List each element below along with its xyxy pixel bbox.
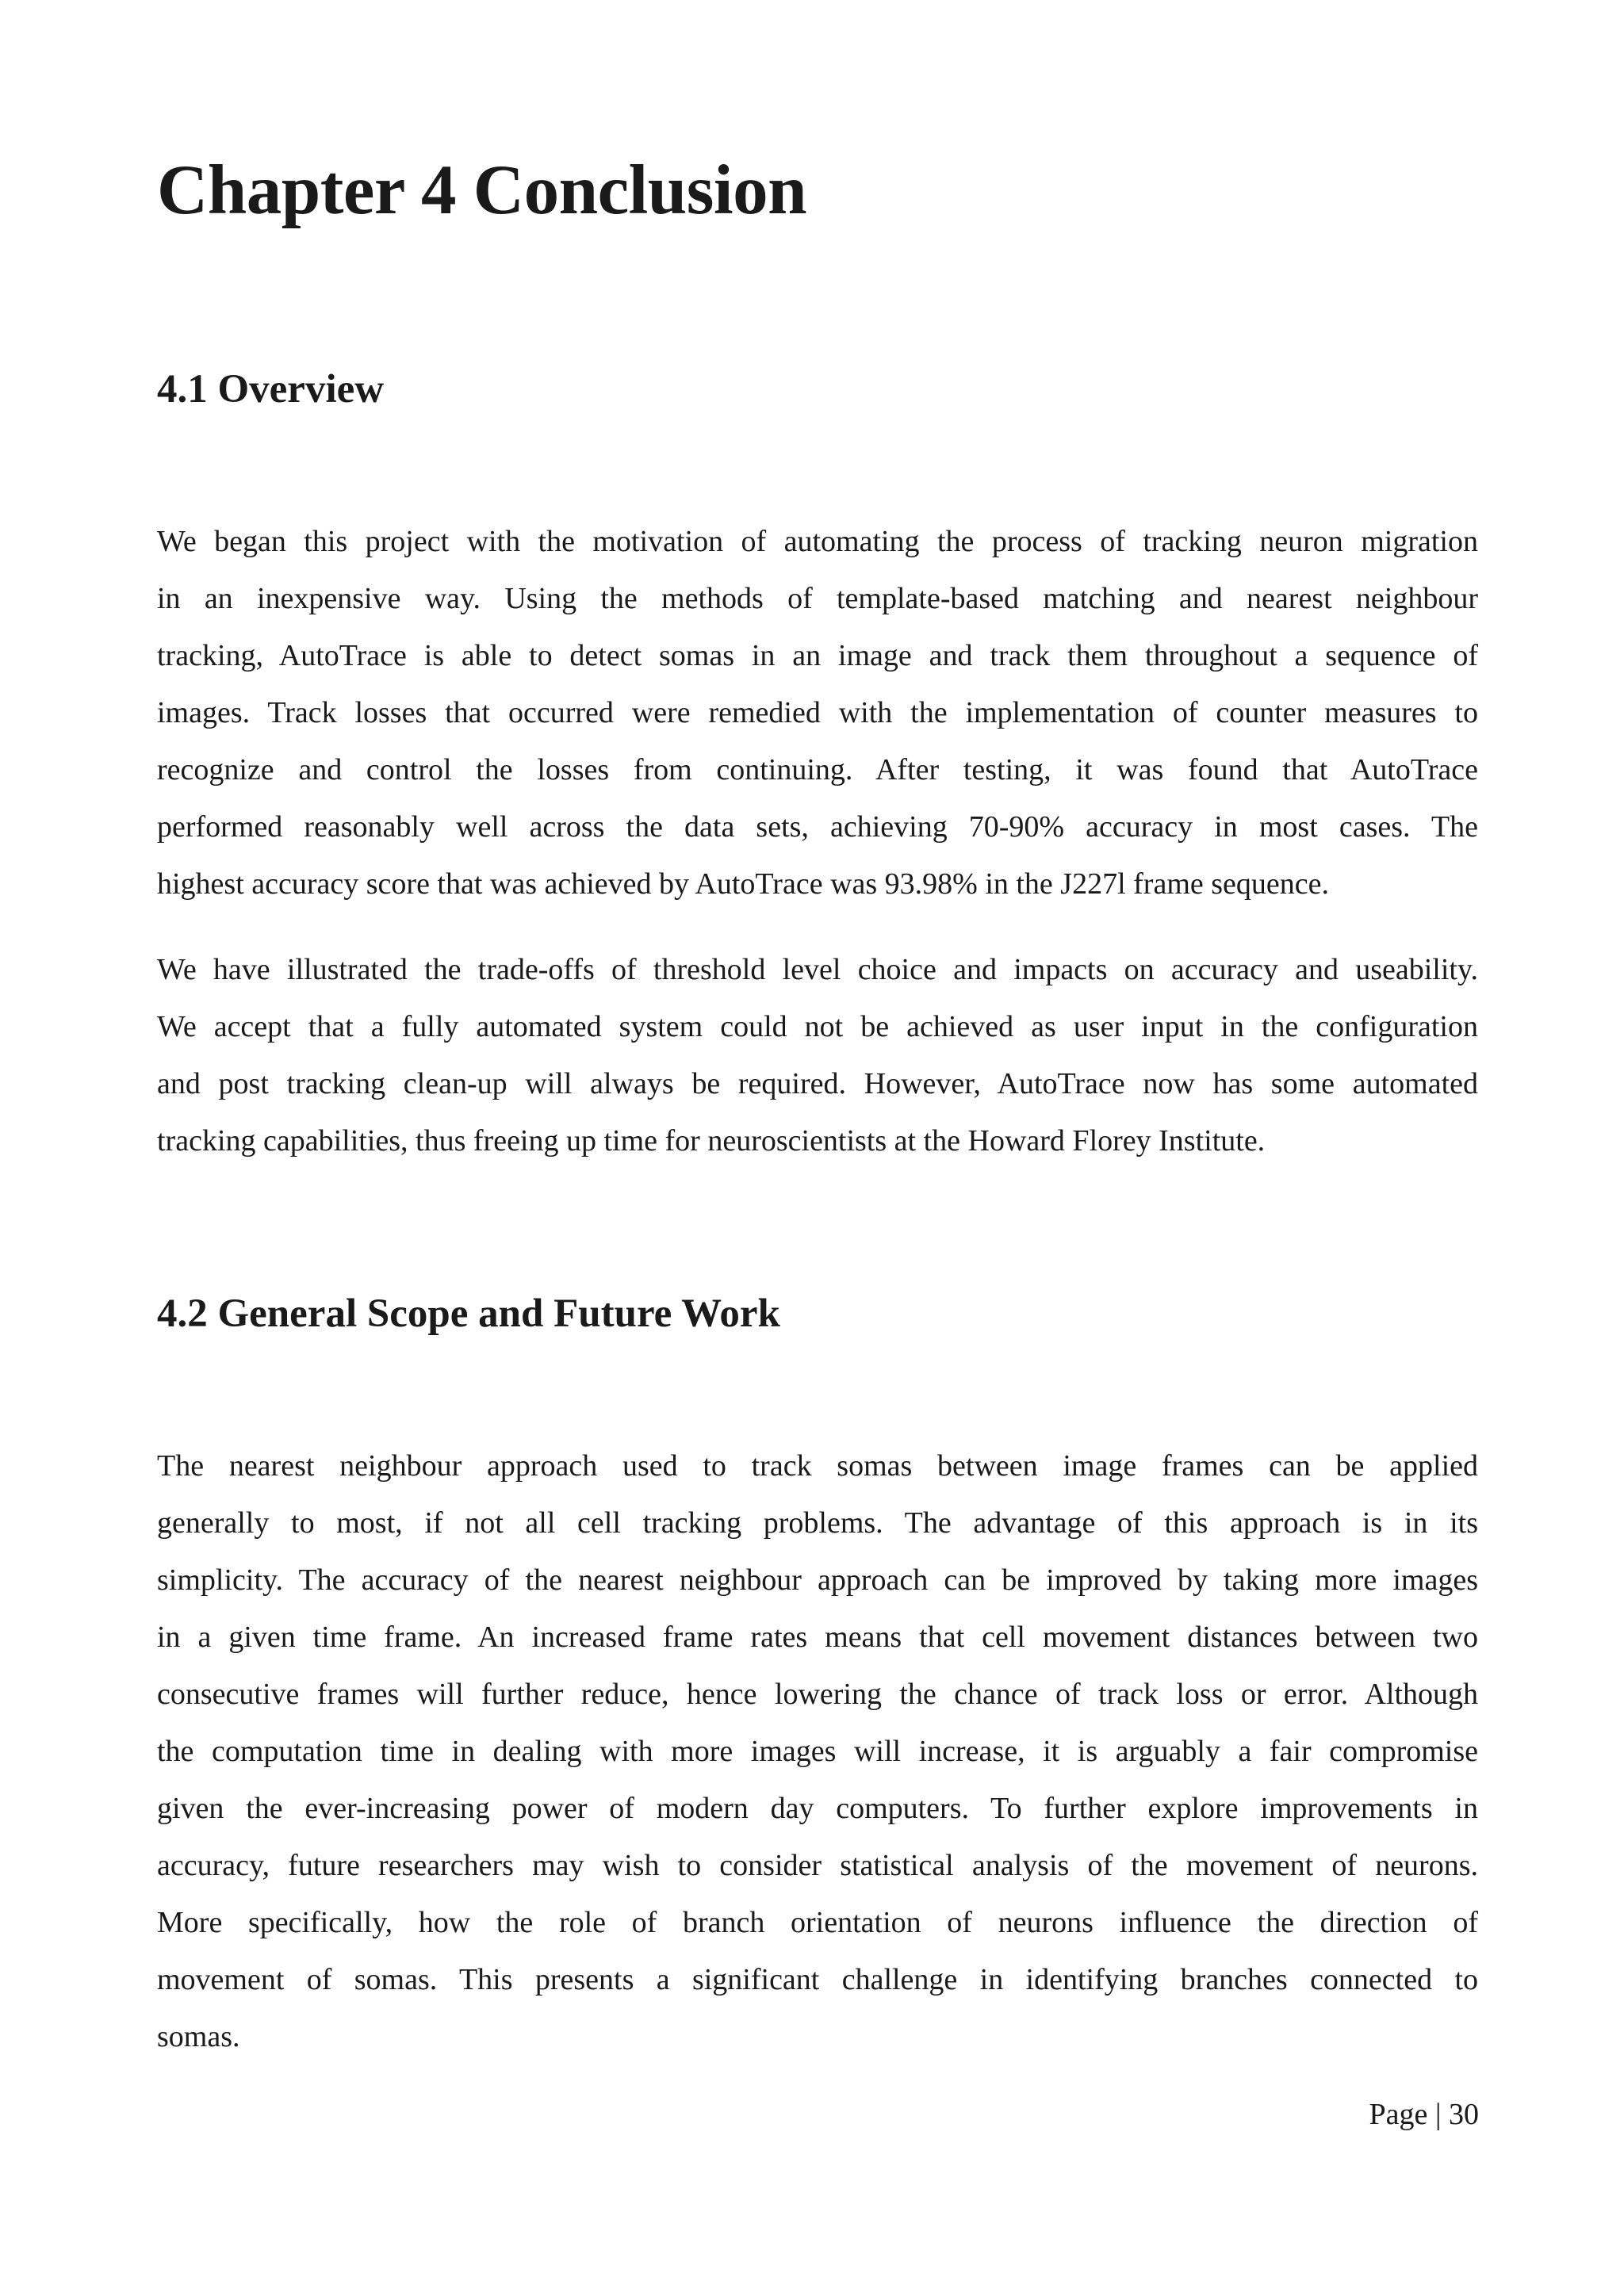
- section-heading-scope: 4.2 General Scope and Future Work: [157, 1292, 780, 1336]
- paragraph-line: tracking capabilities, thus freeing up time for neuroscientists at the Howard Florey Institute.: [157, 1124, 1266, 1158]
- paragraph-line: somas.: [157, 2020, 240, 2053]
- paragraph-line: the computation time in dealing with more images will increase, it is arguably a fair compromise: [157, 1735, 1478, 1768]
- paragraph-line: We began this project with the motivation of automating the process of tracking neuron migration: [157, 525, 1478, 558]
- paragraph-line: accuracy, future researchers may wish to consider statistical analysis of the movement of neurons.: [157, 1849, 1478, 1882]
- overview-paragraph-2: [157, 941, 1478, 1169]
- chapter-title: Chapter 4 Conclusion: [157, 151, 807, 229]
- paragraph-line: consecutive frames will further reduce, hence lowering the chance of track loss or error. Although: [157, 1678, 1478, 1711]
- paragraph-line: highest accuracy score that was achieved by AutoTrace was 93.98% in the J227l frame sequence.: [157, 867, 1329, 901]
- page-number: Page | 30: [1369, 2098, 1479, 2131]
- paragraph-line: and post tracking clean-up will always be required. However, AutoTrace now has some automated: [157, 1067, 1478, 1100]
- paragraph-line: We accept that a fully automated system could not be achieved as user input in the configuration: [157, 1010, 1478, 1043]
- paragraph-line: performed reasonably well across the data sets, achieving 70-90% accuracy in most cases. The: [157, 810, 1478, 844]
- paragraph-line: simplicity. The accuracy of the nearest neighbour approach can be improved by taking more images: [157, 1563, 1478, 1597]
- paragraph-line: tracking, AutoTrace is able to detect somas in an image and track them throughout a sequence of: [157, 639, 1478, 672]
- paragraph-line: We have illustrated the trade-offs of threshold level choice and impacts on accuracy and useability.: [157, 953, 1478, 986]
- section-heading-overview: 4.1 Overview: [157, 367, 385, 411]
- overview-paragraph-1: [157, 513, 1478, 913]
- paragraph-line: given the ever-increasing power of modern day computers. To further explore improvements in: [157, 1792, 1478, 1825]
- paragraph-line: in a given time frame. An increased frame rates means that cell movement distances between two: [157, 1621, 1478, 1654]
- paragraph-line: movement of somas. This presents a significant challenge in identifying branches connected to: [157, 1963, 1478, 1996]
- paragraph-line: The nearest neighbour approach used to track somas between image frames can be applied: [157, 1449, 1478, 1483]
- paragraph-line: More specifically, how the role of branch orientation of neurons influence the direction of: [157, 1906, 1478, 1939]
- paragraph-line: images. Track losses that occurred were remedied with the implementation of counter measures to: [157, 696, 1478, 729]
- paragraph-line: generally to most, if not all cell tracking problems. The advantage of this approach is in its: [157, 1506, 1478, 1540]
- paragraph-line: in an inexpensive way. Using the methods of template-based matching and nearest neighbour: [157, 582, 1478, 615]
- scope-paragraph-1: [157, 1437, 1478, 2065]
- paragraph-line: recognize and control the losses from continuing. After testing, it was found that AutoTrace: [157, 753, 1478, 786]
